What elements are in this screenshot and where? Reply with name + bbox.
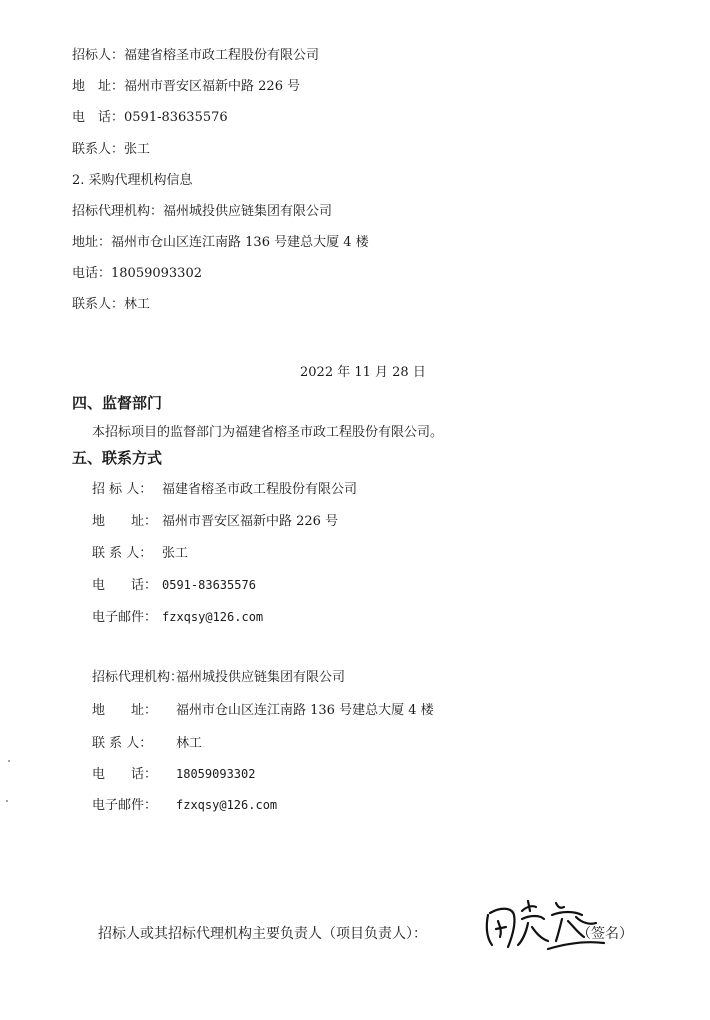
tenderer-contact-line xyxy=(72,142,150,158)
tenderer-address-line xyxy=(72,79,300,95)
contact-agency-email-value: fzxqsy@126.com xyxy=(176,798,278,812)
signature-prefix: 招标人或其招标代理机构主要负责人（项目负责人）： xyxy=(98,926,427,942)
contact-agency-address-label: 地 址： xyxy=(92,703,158,718)
tenderer-line xyxy=(72,48,319,64)
contact-agency-contact-value: 林工 xyxy=(176,736,203,751)
agency-phone-line xyxy=(72,266,202,282)
contact-agency-address-value: 福州市仓山区连江南路 136 号建总大厦 4 楼 xyxy=(176,703,434,718)
tenderer-phone-value: 0591-83635576 xyxy=(124,110,228,125)
contact-tenderer-phone-line xyxy=(92,577,256,594)
contact-tenderer-email-value: fzxqsy@126.com xyxy=(162,610,264,624)
agency-value: 福州城投供应链集团有限公司 xyxy=(163,204,333,219)
contact-tenderer-label: 招 标 人： xyxy=(92,482,153,497)
contact-agency-address-line xyxy=(92,703,434,719)
agency-address-value: 福州市仓山区连江南路 136 号建总大厦 4 楼 xyxy=(111,235,369,250)
agency-contact-value: 林工 xyxy=(124,297,151,312)
contact-tenderer-email-label: 电子邮件： xyxy=(92,610,158,625)
contact-tenderer-value: 福建省榕圣市政工程股份有限公司 xyxy=(162,482,358,497)
contact-tenderer-line xyxy=(92,482,357,498)
agency-contact-label: 联系人： xyxy=(72,297,125,312)
contact-tenderer-address-line xyxy=(92,514,338,530)
tenderer-phone-label: 电 话： xyxy=(72,110,125,125)
contact-agency-contact-label: 联 系 人： xyxy=(92,736,153,751)
agency-address-line xyxy=(72,235,369,251)
handwritten-signature xyxy=(478,893,608,955)
contact-tenderer-contact-label: 联 系 人： xyxy=(92,546,153,561)
scan-speck xyxy=(8,760,10,762)
tenderer-address-label: 地 址： xyxy=(72,79,125,94)
agency-label: 招标代理机构： xyxy=(72,204,164,219)
agency-phone-value: 18059093302 xyxy=(111,266,202,281)
tenderer-label: 招标人： xyxy=(72,48,125,63)
contact-tenderer-address-value: 福州市晋安区福新中路 226 号 xyxy=(162,514,339,529)
contact-agency-label: 招标代理机构： xyxy=(92,670,184,685)
signature-suffix: （签名） xyxy=(577,926,633,942)
contact-agency-value: 福州城投供应链集团有限公司 xyxy=(176,670,346,685)
tenderer-value: 福建省榕圣市政工程股份有限公司 xyxy=(124,48,320,63)
contact-tenderer-contact-value: 张工 xyxy=(162,546,189,561)
contact-agency-email-line xyxy=(92,797,277,814)
contact-tenderer-phone-label: 电 话： xyxy=(92,578,158,593)
contact-agency-line xyxy=(92,670,345,686)
contact-tenderer-phone-value: 0591-83635576 xyxy=(162,578,256,592)
contact-agency-phone-line xyxy=(92,766,255,783)
contact-tenderer-contact-line xyxy=(92,546,188,562)
tenderer-phone-line xyxy=(72,110,228,126)
agency-section-title: 2. 采购代理机构信息 xyxy=(72,173,193,188)
contact-agency-phone-value: 18059093302 xyxy=(176,767,256,781)
tenderer-contact-value: 张工 xyxy=(124,142,151,157)
agency-line xyxy=(72,204,332,220)
contact-agency-email-label: 电子邮件： xyxy=(92,798,158,813)
tenderer-address-value: 福州市晋安区福新中路 226 号 xyxy=(124,79,301,94)
agency-phone-label: 电话： xyxy=(72,266,112,281)
scan-speck xyxy=(6,800,8,802)
contact-agency-contact-line xyxy=(92,736,202,752)
tenderer-contact-label: 联系人： xyxy=(72,142,125,157)
document-date: 2022 年 11 月 28 日 xyxy=(300,365,426,380)
section5-heading: 五、联系方式 xyxy=(72,449,163,467)
contact-tenderer-email-line xyxy=(92,609,263,626)
contact-agency-phone-label: 电 话： xyxy=(92,767,158,782)
agency-contact-line xyxy=(72,297,150,313)
agency-address-label: 地址： xyxy=(72,235,112,250)
contact-tenderer-address-label: 地 址： xyxy=(92,514,158,529)
section4-heading: 四、监督部门 xyxy=(72,394,163,412)
section4-body: 本招标项目的监督部门为福建省榕圣市政工程股份有限公司。 xyxy=(92,425,444,440)
